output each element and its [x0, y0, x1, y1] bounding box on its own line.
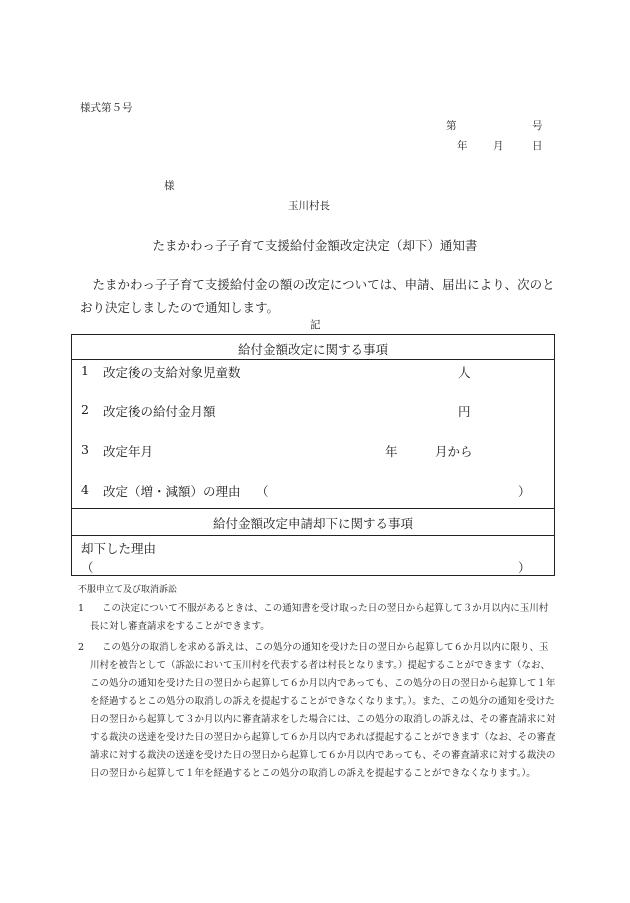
section-title-amount-revision: 給付金額改定に関する事項: [237, 342, 388, 357]
item-label-monthly-amount: 改定後の給付金月額: [103, 404, 216, 419]
date-month-label: 月: [493, 140, 504, 152]
intro-paragraph: たまかわっ子子育て支援給付金の額の改定については、申請、届出により、次のとおり決定しましたので通知します。: [80, 277, 555, 315]
rejection-close-paren: ）: [518, 560, 531, 575]
item-label-revision-month: 改定年月: [103, 444, 154, 459]
item-number: 2: [81, 402, 89, 417]
item-label-child-count: 改定後の支給対象児童数: [103, 365, 241, 380]
reason-close-paren: ）: [518, 484, 531, 499]
notice-item-number: 1: [78, 603, 85, 614]
notice-heading: 不服申立て及び取消訴訟: [78, 585, 178, 595]
rejection-reason-label: 却下した理由: [81, 541, 157, 556]
addressee-honorific: 様: [164, 180, 175, 192]
unit-month-from: 月から: [435, 444, 473, 459]
record-table: [71, 334, 555, 576]
date-day-label: 日: [532, 140, 543, 152]
date-year-label: 年: [457, 140, 468, 152]
ki-marker: 記: [310, 319, 321, 331]
table-divider: [72, 535, 554, 536]
item-number: 1: [81, 363, 89, 378]
notice-item: [78, 600, 556, 636]
document-title: たまかわっ子子育て支援給付金額改定決定（却下）通知書: [152, 238, 478, 253]
document-number-prefix: 第: [446, 120, 457, 132]
item-number: 4: [81, 482, 89, 497]
unit-yen: 円: [458, 404, 471, 419]
table-divider: [72, 359, 554, 360]
item-label-revision-reason: 改定（増・減額）の理由: [103, 484, 241, 499]
notice-item: [78, 639, 556, 783]
notice-item-text: この処分の取消しを求める訴えは、この処分の通知を受けた日の翌日から起算して６か月以内に限り、玉川村を被告として（訴訟において玉川村を代表する者は村長となります。）提起することができます（なお、この処分の通知を受けた日の翌日から起算して６か月以内であっても、この処分の日の翌日から起算して１年を経過するとこの処分の取消しの訴えを提起することができなくなります。）。また、この処分の通知を受けた日の翌日から起算して３か月以内に審査請求をした場合には、この処分の取消しの訴えは、その審査請求に対する裁決の送達を受けた日の翌日から起算して６か月以内であれば提起することができます（なお、その審査請求に対する裁決の送達を受けた日の翌日から起算して６か月以内であっても、その審査請求に対する裁決の日の翌日から起算して１年を経過するとこの処分の取消しの訴えを提起することができなくなります。）。: [90, 642, 556, 779]
reason-open-paren: （: [256, 484, 269, 499]
notice-item-number: 2: [78, 642, 85, 653]
rejection-open-paren: （: [81, 560, 94, 575]
document-number-suffix: 号: [532, 120, 543, 132]
unit-persons: 人: [458, 365, 471, 380]
issuer-name: 玉川村長: [288, 200, 330, 212]
notice-item-text: この決定について不服があるときは、この通知書を受け取った日の翌日から起算して３か月以内に玉川村長に対し審査請求をすることができます。: [90, 603, 549, 632]
form-number: 様式第５号: [80, 102, 133, 114]
item-number: 3: [81, 442, 89, 457]
section-title-rejection: 給付金額改定申請却下に関する事項: [212, 516, 413, 531]
unit-year: 年: [385, 444, 398, 459]
table-divider: [72, 508, 554, 509]
